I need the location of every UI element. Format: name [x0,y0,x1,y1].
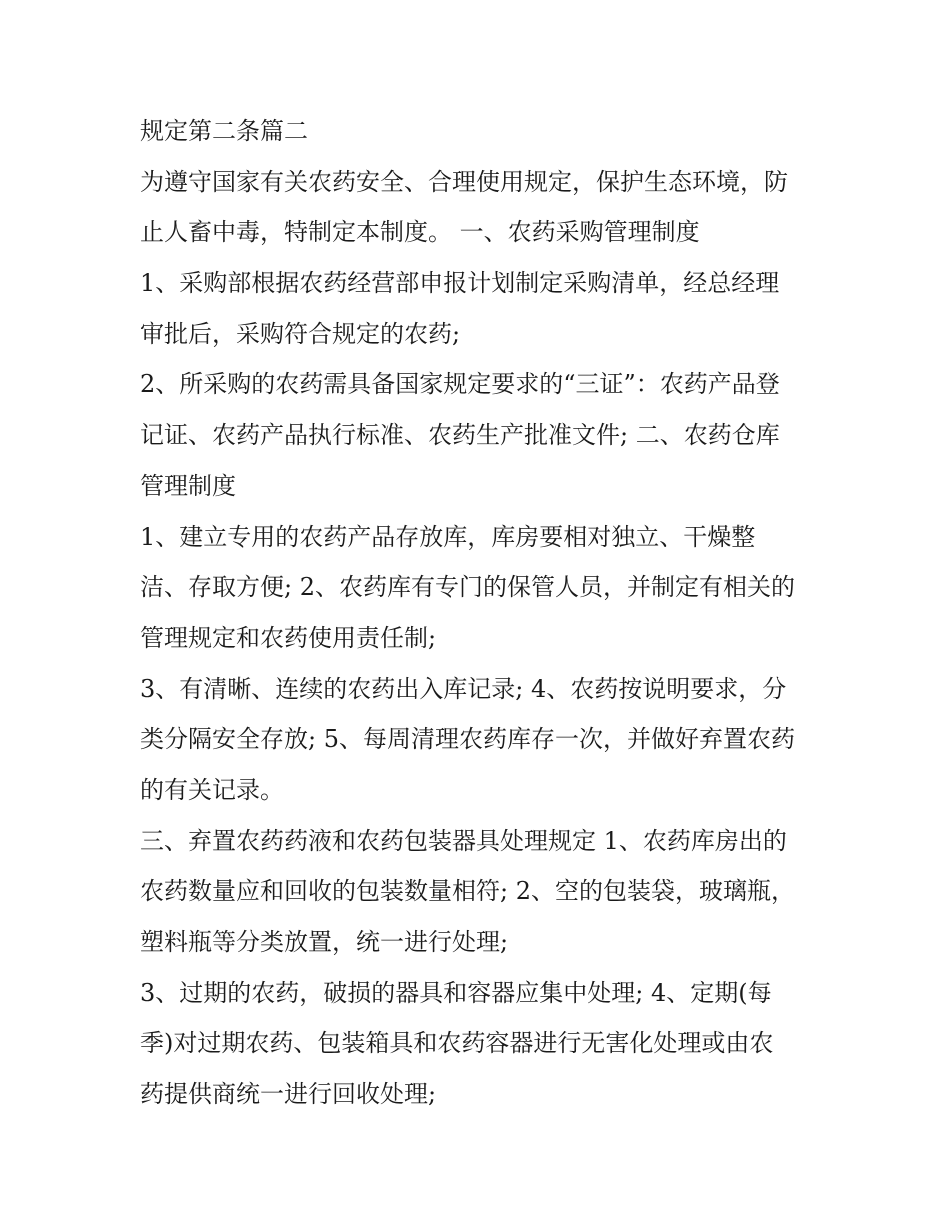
text-line: 1、建立专用的农药产品存放库，库房要相对独立、干燥整 [140,522,756,551]
text-line: 塑料瓶等分类放置，统一进行处理; [140,928,509,956]
text-line: 1、采购部根据农药经营部申报计划制定采购清单，经总经理 [140,269,780,298]
text-line: 季)对过期农药、包装箱具和农药容器进行无害化处理或由农 [140,1029,774,1058]
document-title: 规定第二条篇二 [140,117,308,145]
text-line: 2、所采购的农药需具备国家规定要求的“三证”：农药产品登 [140,370,780,399]
text-line: 类分隔安全存放; 5、每周清理农药库存一次，并做好弃置农药 [140,725,795,754]
text-line: 3、过期的农药，破损的器具和容器应集中处理; 4、定期(每 [140,978,772,1007]
text-line: 为遵守国家有关农药安全、合理使用规定，保护生态环境，防 [140,167,788,196]
text-line: 农药数量应和回收的包装数量相符; 2、空的包装袋，玻璃瓶， [140,877,795,906]
text-line: 止人畜中毒，特制定本制度。 一、农药采购管理制度 [140,218,700,247]
text-line: 3、有清晰、连续的农药出入库记录; 4、农药按说明要求，分 [140,674,787,703]
text-line: 管理规定和农药使用责任制; [140,623,437,652]
text-line: 管理制度 [140,471,236,500]
text-line: 三、弃置农药药液和农药包装器具处理规定 1、农药库房出的 [140,826,787,855]
text-line: 审批后，采购符合规定的农药; [140,319,461,348]
document-body [140,106,820,1120]
text-line: 药提供商统一进行回收处理; [140,1080,437,1109]
text-line: 记证、农药产品执行标准、农药生产批准文件; 二、农药仓库 [140,421,780,450]
text-line: 的有关记录。 [140,775,284,804]
text-line: 洁、存取方便; 2、农药库有专门的保管人员，并制定有相关的 [140,573,795,602]
